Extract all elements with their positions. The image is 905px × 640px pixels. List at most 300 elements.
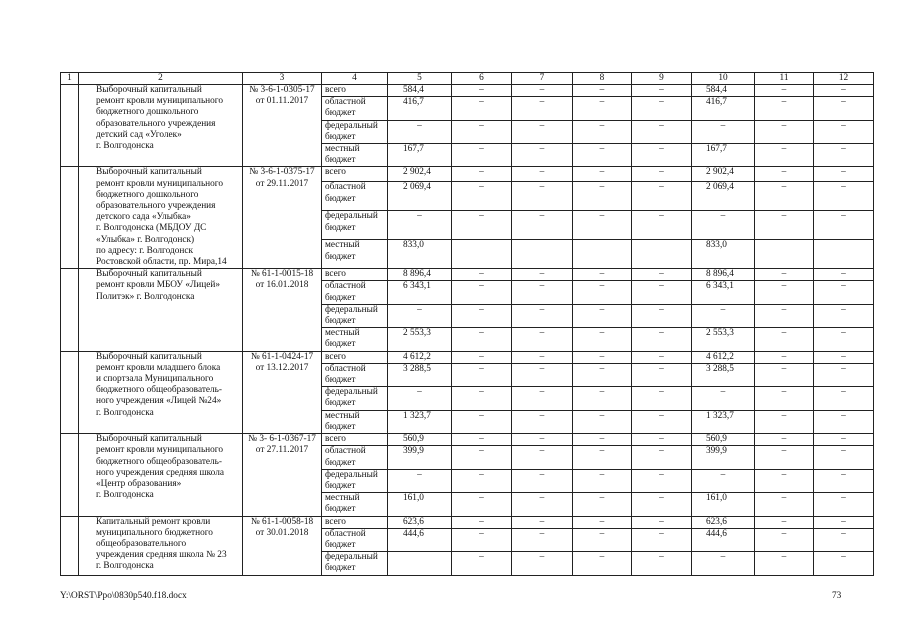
column-number: 12	[814, 73, 874, 85]
funding-source-cell	[322, 446, 388, 469]
funding-source-cell	[322, 167, 388, 182]
amount-cell-5: 833,0	[388, 240, 452, 269]
funding-source-line: бюджет	[325, 193, 356, 204]
column-number: 2	[79, 73, 243, 85]
expertise-act-line: от 01.11.2017	[255, 96, 309, 107]
expertise-act-line: № 61-1-0424-17	[250, 351, 314, 362]
funding-source-line: бюджет	[325, 398, 356, 409]
project-name-line: учреждения средняя школа № 23	[96, 550, 227, 561]
amount-cell-12: –	[814, 387, 874, 410]
project-name-line: Ростовской области, пр. Мира,14	[96, 257, 227, 268]
amount-cell-11: –	[755, 269, 814, 281]
funding-source-line: областной	[325, 528, 366, 539]
amount-cell-11: –	[755, 363, 814, 386]
project-name-line: образовательного учреждения	[96, 118, 216, 129]
expertise-act-cell	[243, 434, 322, 516]
expertise-act-cell	[243, 85, 322, 167]
funding-source-line: бюджет	[325, 155, 356, 166]
amount-cell-12: –	[814, 120, 874, 143]
project-name-line: Капитальный ремонт кровли	[96, 516, 211, 527]
amount-cell-5: 444,6	[388, 528, 452, 551]
amount-cell-12: –	[814, 281, 874, 304]
amount-cell-8: –	[573, 144, 632, 167]
amount-cell-9: –	[632, 434, 692, 446]
funding-source-line: федеральный	[325, 120, 378, 131]
row-number-cell	[61, 269, 79, 351]
funding-source-line: федеральный	[325, 552, 378, 563]
amount-cell-7: –	[512, 281, 573, 304]
amount-cell-8: –	[573, 446, 632, 469]
amount-cell-11: –	[755, 469, 814, 492]
project-name-line: г. Волгодонска	[96, 561, 154, 572]
amount-cell-5: –	[388, 387, 452, 410]
funding-source-line: бюджет	[325, 539, 356, 550]
amount-cell-8: –	[573, 387, 632, 410]
expertise-act-line: № 3- 6-1-0367-17	[248, 434, 316, 445]
funding-source-cell	[322, 269, 388, 281]
funding-source-line: областной	[325, 281, 366, 292]
amount-cell-11: –	[755, 552, 814, 575]
column-number: 8	[573, 73, 632, 85]
amount-cell-9: –	[632, 387, 692, 410]
amount-cell-10: 399,9	[692, 446, 755, 469]
amount-cell-9: –	[632, 304, 692, 327]
funding-source-cell	[322, 85, 388, 97]
amount-cell-6: –	[452, 528, 512, 551]
amount-cell-7: –	[512, 328, 573, 351]
funding-source-line: всего	[325, 434, 346, 445]
project-name-line: муниципального бюджетного	[96, 527, 213, 538]
amount-cell-11: –	[755, 304, 814, 327]
funding-source-cell	[322, 516, 388, 528]
amount-cell-7: –	[512, 363, 573, 386]
amount-cell-10: 584,4	[692, 85, 755, 97]
amount-cell-8: –	[573, 363, 632, 386]
funding-source-line: бюджет	[325, 421, 356, 432]
column-number: 10	[692, 73, 755, 85]
amount-cell-10: 161,0	[692, 493, 755, 516]
amount-cell-7: –	[512, 351, 573, 363]
amount-cell-10: 833,0	[692, 240, 755, 269]
funding-source-cell	[322, 387, 388, 410]
funding-source-line: бюджет	[325, 131, 356, 142]
project-name-line: Выборочный капитальный	[96, 434, 202, 445]
amount-cell-12	[814, 240, 874, 269]
amount-cell-8: –	[573, 469, 632, 492]
project-name-line: общеобразовательного	[96, 538, 187, 549]
funding-source-line: бюджет	[325, 316, 356, 327]
table-row	[61, 434, 874, 446]
column-number: 5	[388, 73, 452, 85]
amount-cell-12: –	[814, 469, 874, 492]
project-name-line: г. Волгодонска	[96, 490, 154, 501]
funding-source-cell	[322, 493, 388, 516]
amount-cell-10: 4 612,2	[692, 351, 755, 363]
column-number: 3	[243, 73, 322, 85]
amount-cell-9: –	[632, 328, 692, 351]
funding-source-line: бюджет	[325, 563, 356, 574]
amount-cell-8: –	[573, 120, 632, 143]
amount-cell-8: –	[573, 528, 632, 551]
project-name-line: Выборочный капитальный	[96, 351, 202, 362]
table-row	[61, 351, 874, 363]
project-name-cell	[79, 85, 243, 167]
amount-cell-10: 6 343,1	[692, 281, 755, 304]
amount-cell-7: –	[512, 211, 573, 240]
project-name-cell	[79, 351, 243, 433]
amount-cell-12: –	[814, 304, 874, 327]
column-number: 1	[61, 73, 79, 85]
funding-source-cell	[322, 363, 388, 386]
column-number: 9	[632, 73, 692, 85]
amount-cell-8: –	[573, 351, 632, 363]
amount-cell-11: –	[755, 120, 814, 143]
project-name-line: г. Волгодонска	[96, 407, 154, 418]
project-name-line: г. Волгодонска (МБДОУ ДС	[96, 223, 207, 234]
amount-cell-6: –	[452, 120, 512, 143]
expertise-act-cell	[243, 516, 322, 575]
funding-source-line: областной	[325, 363, 366, 374]
funding-source-cell	[322, 211, 388, 240]
amount-cell-10: 8 896,4	[692, 269, 755, 281]
amount-cell-12: –	[814, 410, 874, 433]
amount-cell-8: –	[573, 328, 632, 351]
funding-source-cell	[322, 240, 388, 269]
project-name-line: Выборочный капитальный	[96, 85, 202, 95]
project-name-line: бюджетного дошкольного	[96, 107, 199, 118]
amount-cell-12: –	[814, 144, 874, 167]
expertise-act-cell	[243, 269, 322, 351]
amount-cell-9: –	[632, 167, 692, 182]
amount-cell-12: –	[814, 167, 874, 182]
expertise-act-line: от 16.01.2018	[255, 280, 309, 291]
amount-cell-7: –	[512, 182, 573, 211]
amount-cell-6: –	[452, 281, 512, 304]
amount-cell-8: –	[573, 410, 632, 433]
amount-cell-11: –	[755, 144, 814, 167]
amount-cell-7: –	[512, 144, 573, 167]
column-number-row	[61, 73, 874, 85]
amount-cell-11: –	[755, 85, 814, 97]
amount-cell-6: –	[452, 446, 512, 469]
amount-cell-12: –	[814, 85, 874, 97]
expertise-act-cell	[243, 351, 322, 433]
amount-cell-7: –	[512, 528, 573, 551]
amount-cell-9: –	[632, 269, 692, 281]
amount-cell-5: –	[388, 120, 452, 143]
amount-cell-7: –	[512, 446, 573, 469]
amount-cell-8: –	[573, 493, 632, 516]
amount-cell-5: 2 553,3	[388, 328, 452, 351]
expertise-act-line: № 61-1-0058-18	[250, 516, 314, 527]
amount-cell-11: –	[755, 528, 814, 551]
amount-cell-12: –	[814, 328, 874, 351]
amount-cell-11: –	[755, 493, 814, 516]
amount-cell-9: –	[632, 182, 692, 211]
amount-cell-9: –	[632, 211, 692, 240]
amount-cell-5: 416,7	[388, 97, 452, 120]
funding-source-cell	[322, 120, 388, 143]
amount-cell-6: –	[452, 269, 512, 281]
amount-cell-5	[388, 552, 452, 575]
column-number: 6	[452, 73, 512, 85]
funding-source-line: местный	[325, 240, 360, 251]
amount-cell-6: –	[452, 410, 512, 433]
amount-cell-9: –	[632, 120, 692, 143]
amount-cell-12: –	[814, 446, 874, 469]
amount-cell-10: –	[692, 211, 755, 240]
amount-cell-11: –	[755, 182, 814, 211]
project-name-line: Политэк» г. Волгодонска	[96, 291, 195, 302]
amount-cell-5: 560,9	[388, 434, 452, 446]
amount-cell-7: –	[512, 469, 573, 492]
amount-cell-7	[512, 240, 573, 269]
expertise-act-line: от 30.01.2018	[255, 527, 309, 538]
amount-cell-7: –	[512, 85, 573, 97]
budget-table	[60, 72, 874, 576]
funding-source-line: федеральный	[325, 304, 378, 315]
amount-cell-6: –	[452, 328, 512, 351]
funding-source-cell	[322, 552, 388, 575]
table-row	[61, 167, 874, 182]
amount-cell-11: –	[755, 281, 814, 304]
funding-source-line: областной	[325, 97, 366, 108]
funding-source-line: областной	[325, 182, 366, 193]
amount-cell-12: –	[814, 269, 874, 281]
amount-cell-8: –	[573, 269, 632, 281]
amount-cell-6: –	[452, 434, 512, 446]
amount-cell-11	[755, 240, 814, 269]
table-row	[61, 516, 874, 528]
funding-source-cell	[322, 328, 388, 351]
amount-cell-7: –	[512, 304, 573, 327]
expertise-act-cell	[243, 167, 322, 269]
amount-cell-8: –	[573, 211, 632, 240]
project-name-line: Выборочный капитальный	[96, 269, 202, 280]
amount-cell-10: –	[692, 552, 755, 575]
project-name-cell	[79, 269, 243, 351]
amount-cell-11: –	[755, 516, 814, 528]
amount-cell-6: –	[452, 493, 512, 516]
amount-cell-9: –	[632, 97, 692, 120]
row-number-cell	[61, 351, 79, 433]
project-name-line: ного учреждения средняя школа	[96, 467, 224, 478]
amount-cell-5: 2 902,4	[388, 167, 452, 182]
amount-cell-12: –	[814, 351, 874, 363]
amount-cell-6: –	[452, 211, 512, 240]
amount-cell-6: –	[452, 85, 512, 97]
funding-source-cell	[322, 469, 388, 492]
column-number: 7	[512, 73, 573, 85]
funding-source-cell	[322, 281, 388, 304]
funding-source-line: бюджет	[325, 222, 356, 233]
project-name-line: «Центр образования»	[96, 478, 182, 489]
amount-cell-8: –	[573, 97, 632, 120]
project-name-line: ремонт кровли муниципального	[96, 96, 224, 107]
amount-cell-9: –	[632, 469, 692, 492]
funding-source-line: федеральный	[325, 469, 378, 480]
amount-cell-9: –	[632, 85, 692, 97]
amount-cell-8: –	[573, 516, 632, 528]
amount-cell-5: 399,9	[388, 446, 452, 469]
row-number-cell	[61, 167, 79, 269]
expertise-act-line: от 29.11.2017	[255, 178, 309, 189]
amount-cell-6: –	[452, 351, 512, 363]
amount-cell-8: –	[573, 304, 632, 327]
amount-cell-6: –	[452, 552, 512, 575]
amount-cell-6: –	[452, 469, 512, 492]
funding-source-line: бюджет	[325, 251, 356, 262]
expertise-act-line: № 3-6-1-0305-17	[249, 85, 315, 95]
amount-cell-10: 1 323,7	[692, 410, 755, 433]
amount-cell-6: –	[452, 97, 512, 120]
funding-source-line: бюджет	[325, 292, 356, 303]
amount-cell-5: 8 896,4	[388, 269, 452, 281]
amount-cell-12: –	[814, 493, 874, 516]
amount-cell-10: 167,7	[692, 144, 755, 167]
amount-cell-10: –	[692, 120, 755, 143]
project-name-line: ремонт кровли муниципального	[96, 178, 224, 189]
row-number-cell	[61, 85, 79, 167]
amount-cell-10: 444,6	[692, 528, 755, 551]
funding-source-line: всего	[325, 516, 346, 527]
amount-cell-11: –	[755, 97, 814, 120]
amount-cell-8: –	[573, 167, 632, 182]
table-row	[61, 85, 874, 97]
amount-cell-9: –	[632, 552, 692, 575]
project-name-line: ного учреждения «Лицей №24»	[96, 396, 222, 407]
amount-cell-5: 1 323,7	[388, 410, 452, 433]
amount-cell-6: –	[452, 387, 512, 410]
funding-source-cell	[322, 410, 388, 433]
funding-source-line: местный	[325, 493, 360, 504]
amount-cell-8: –	[573, 85, 632, 97]
project-name-line: детский сад «Уголек»	[96, 129, 182, 140]
amount-cell-5: 6 343,1	[388, 281, 452, 304]
amount-cell-9: –	[632, 516, 692, 528]
amount-cell-7: –	[512, 120, 573, 143]
amount-cell-9: –	[632, 363, 692, 386]
amount-cell-7: –	[512, 269, 573, 281]
amount-cell-12: –	[814, 182, 874, 211]
amount-cell-12: –	[814, 363, 874, 386]
amount-cell-10: 623,6	[692, 516, 755, 528]
amount-cell-5: –	[388, 211, 452, 240]
amount-cell-6: –	[452, 363, 512, 386]
project-name-line: бюджетного дошкольного	[96, 189, 199, 200]
amount-cell-12: –	[814, 434, 874, 446]
amount-cell-5: –	[388, 469, 452, 492]
project-name-line: г. Волгодонска	[96, 141, 154, 152]
amount-cell-12: –	[814, 516, 874, 528]
amount-cell-7: –	[512, 167, 573, 182]
amount-cell-12: –	[814, 552, 874, 575]
row-number-cell	[61, 516, 79, 575]
amount-cell-12: –	[814, 211, 874, 240]
project-name-line: и спортзала Муниципального	[96, 374, 214, 385]
amount-cell-7: –	[512, 493, 573, 516]
amount-cell-9: –	[632, 144, 692, 167]
funding-source-line: федеральный	[325, 387, 378, 398]
funding-source-cell	[322, 528, 388, 551]
amount-cell-9: –	[632, 446, 692, 469]
amount-cell-5: 167,7	[388, 144, 452, 167]
amount-cell-6	[452, 240, 512, 269]
funding-source-line: областной	[325, 446, 366, 457]
amount-cell-7: –	[512, 434, 573, 446]
funding-source-cell	[322, 144, 388, 167]
amount-cell-8	[573, 240, 632, 269]
project-name-line: бюджетного общеобразователь-	[96, 385, 223, 396]
amount-cell-7: –	[512, 97, 573, 120]
project-name-cell	[79, 167, 243, 269]
project-name-line: ремонт кровли МБОУ «Лицей»	[96, 280, 220, 291]
amount-cell-7: –	[512, 516, 573, 528]
table-row	[61, 269, 874, 281]
amount-cell-6: –	[452, 304, 512, 327]
amount-cell-10: 2 553,3	[692, 328, 755, 351]
funding-source-line: бюджет	[325, 108, 356, 119]
row-number-cell	[61, 434, 79, 516]
amount-cell-9: –	[632, 351, 692, 363]
amount-cell-10: 2 069,4	[692, 182, 755, 211]
funding-source-cell	[322, 351, 388, 363]
amount-cell-9	[632, 240, 692, 269]
amount-cell-12: –	[814, 97, 874, 120]
amount-cell-8: –	[573, 552, 632, 575]
amount-cell-10: –	[692, 469, 755, 492]
project-name-line: Выборочный капитальный	[96, 167, 202, 178]
amount-cell-8: –	[573, 434, 632, 446]
amount-cell-10: 2 902,4	[692, 167, 755, 182]
amount-cell-10: –	[692, 304, 755, 327]
funding-source-line: всего	[325, 351, 346, 362]
funding-source-line: местный	[325, 410, 360, 421]
amount-cell-8: –	[573, 182, 632, 211]
amount-cell-11: –	[755, 410, 814, 433]
project-name-line: ремонт кровли младшего блока	[96, 362, 221, 373]
amount-cell-5: 4 612,2	[388, 351, 452, 363]
funding-source-line: всего	[325, 167, 346, 178]
funding-source-line: бюджет	[325, 480, 356, 491]
amount-cell-10: 560,9	[692, 434, 755, 446]
funding-source-line: местный	[325, 328, 360, 339]
project-name-line: бюджетного общеобразователь-	[96, 456, 223, 467]
amount-cell-11: –	[755, 167, 814, 182]
project-name-line: детского сада «Улыбка»	[96, 212, 191, 223]
amount-cell-5: 161,0	[388, 493, 452, 516]
amount-cell-10: –	[692, 387, 755, 410]
funding-source-line: бюджет	[325, 339, 356, 350]
amount-cell-10: 3 288,5	[692, 363, 755, 386]
funding-source-cell	[322, 97, 388, 120]
funding-source-line: бюджет	[325, 504, 356, 515]
amount-cell-7: –	[512, 387, 573, 410]
project-name-cell	[79, 434, 243, 516]
amount-cell-9: –	[632, 528, 692, 551]
amount-cell-5: 623,6	[388, 516, 452, 528]
column-number: 11	[755, 73, 814, 85]
amount-cell-6: –	[452, 144, 512, 167]
amount-cell-5: –	[388, 304, 452, 327]
amount-cell-7: –	[512, 552, 573, 575]
funding-source-line: всего	[325, 85, 346, 95]
funding-source-cell	[322, 182, 388, 211]
amount-cell-5: 584,4	[388, 85, 452, 97]
funding-source-line: местный	[325, 144, 360, 155]
project-name-line: образовательного учреждения	[96, 201, 216, 212]
funding-source-line: федеральный	[325, 211, 378, 222]
